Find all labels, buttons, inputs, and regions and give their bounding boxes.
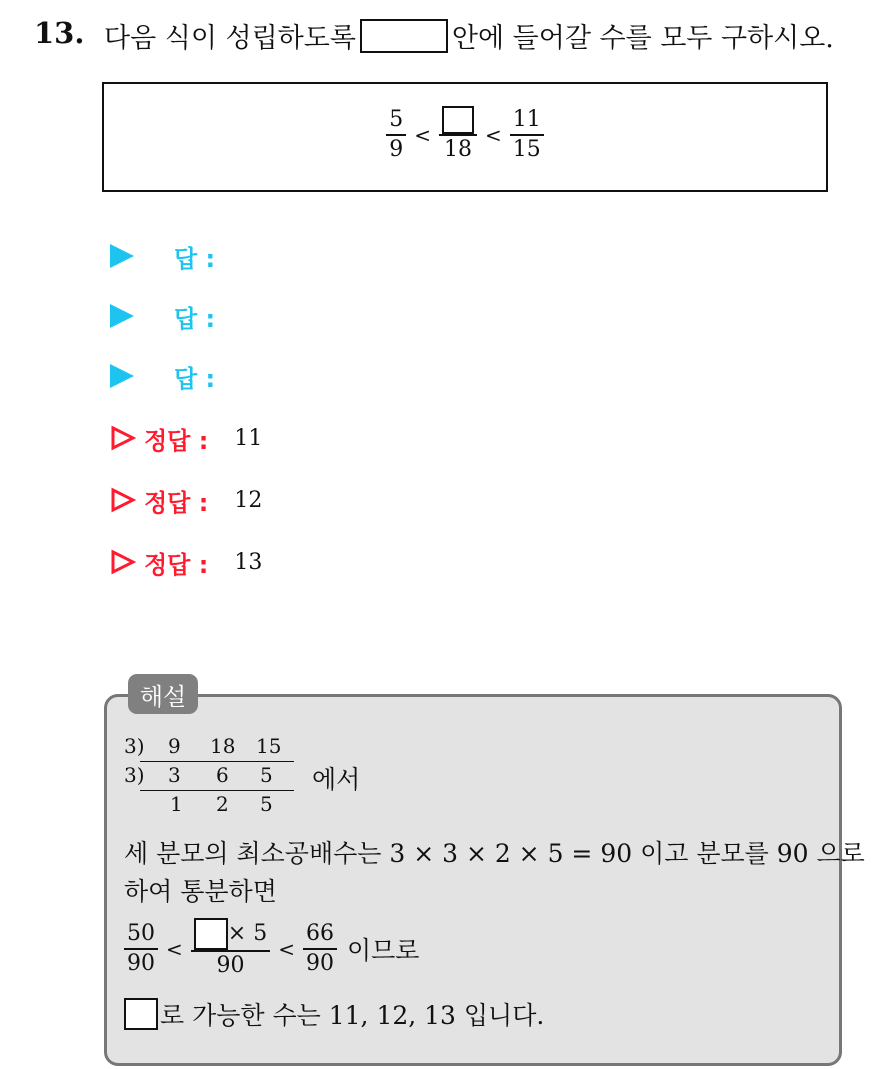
answer-label: 답 : [174,304,216,333]
fraction-numerator [191,918,270,950]
fraction-denominator: 18 [444,137,472,162]
fraction-left [386,106,406,164]
correct-answer-row [110,418,262,458]
division-line [140,761,294,762]
fraction-denominator: 9 [389,137,404,162]
answer-row [110,296,215,336]
division-number: 3 [168,763,181,787]
question-number: 13. [34,16,85,50]
outline-triangle-icon [110,425,136,451]
correct-answer-value: 13 [234,549,263,575]
filled-triangle-icon [110,364,134,388]
answer-row [110,236,215,276]
answer-label: 답 : [174,244,216,273]
divisor: 3) [124,763,145,787]
division-suffix: 에서 [312,765,361,794]
fraction-right [303,920,337,978]
fraction-denominator: 90 [127,951,155,976]
question-text-before: 다음 식이 성립하도록 [104,23,356,54]
fraction-denominator: 90 [305,951,334,976]
correct-answer-label: 정답 : [144,550,209,579]
less-than: < [414,123,431,147]
fraction-denominator: 15 [512,137,541,162]
filled-triangle-icon [110,244,134,268]
less-than: < [278,937,295,961]
outline-triangle-icon [110,487,136,513]
divisor: 3) [124,734,145,758]
equation-box [102,82,828,192]
solution-line: 세 분모의 최소공배수는 3 × 3 × 2 × 5 = 90 이고 분모를 90 으로 [124,839,865,868]
correct-answer-label: 정답 : [144,488,209,517]
solution-inequality [124,918,419,980]
division-row [124,792,304,821]
fraction-numerator: 50 [127,921,155,946]
blank-box [360,19,448,53]
correct-answer-value: 12 [234,487,263,513]
solution-suffix: 이므로 [346,936,420,965]
correct-answer-label: 정답 : [144,426,209,455]
division-table [124,734,304,824]
answer-row [110,356,215,396]
outline-triangle-icon [110,549,136,575]
correct-answer-row [110,480,262,520]
question-text [104,16,834,55]
fraction-denominator: 90 [216,953,245,978]
less-than: < [166,937,183,961]
solution-line-text: 로 가능한 수는 11, 12, 13 입니다. [160,1001,545,1030]
division-number: 9 [168,734,181,758]
division-number: 5 [260,792,273,816]
division-line [140,790,294,791]
division-row [124,763,304,792]
fraction-left [124,920,158,978]
fraction-middle [191,918,270,980]
fraction-numerator [439,106,477,134]
fraction-numerator: 11 [512,107,541,132]
blank-box [442,106,474,134]
solution-line: 하여 통분하면 [124,877,277,906]
fraction-numerator: 66 [305,921,334,946]
fraction-right [510,106,544,164]
blank-box [124,998,158,1030]
question-text-after: 안에 들어갈 수를 모두 구하시오. [451,23,834,54]
multiplier: × 5 [227,921,268,946]
solution-tag: 해설 [128,674,198,714]
division-number: 18 [210,734,236,758]
division-number: 2 [216,792,229,816]
division-number: 5 [260,763,273,787]
division-row [124,734,304,763]
solution-line [124,996,544,1032]
division-number: 15 [256,734,282,758]
inequality [104,106,826,164]
blank-box [194,918,228,950]
division-number: 1 [170,792,183,816]
less-than: < [485,123,502,147]
fraction-middle [439,106,477,164]
fraction-numerator: 5 [389,107,404,132]
answer-label: 답 : [174,364,216,393]
correct-answer-row [110,542,262,582]
division-number: 6 [216,763,229,787]
correct-answer-value: 11 [234,425,263,451]
filled-triangle-icon [110,304,134,328]
